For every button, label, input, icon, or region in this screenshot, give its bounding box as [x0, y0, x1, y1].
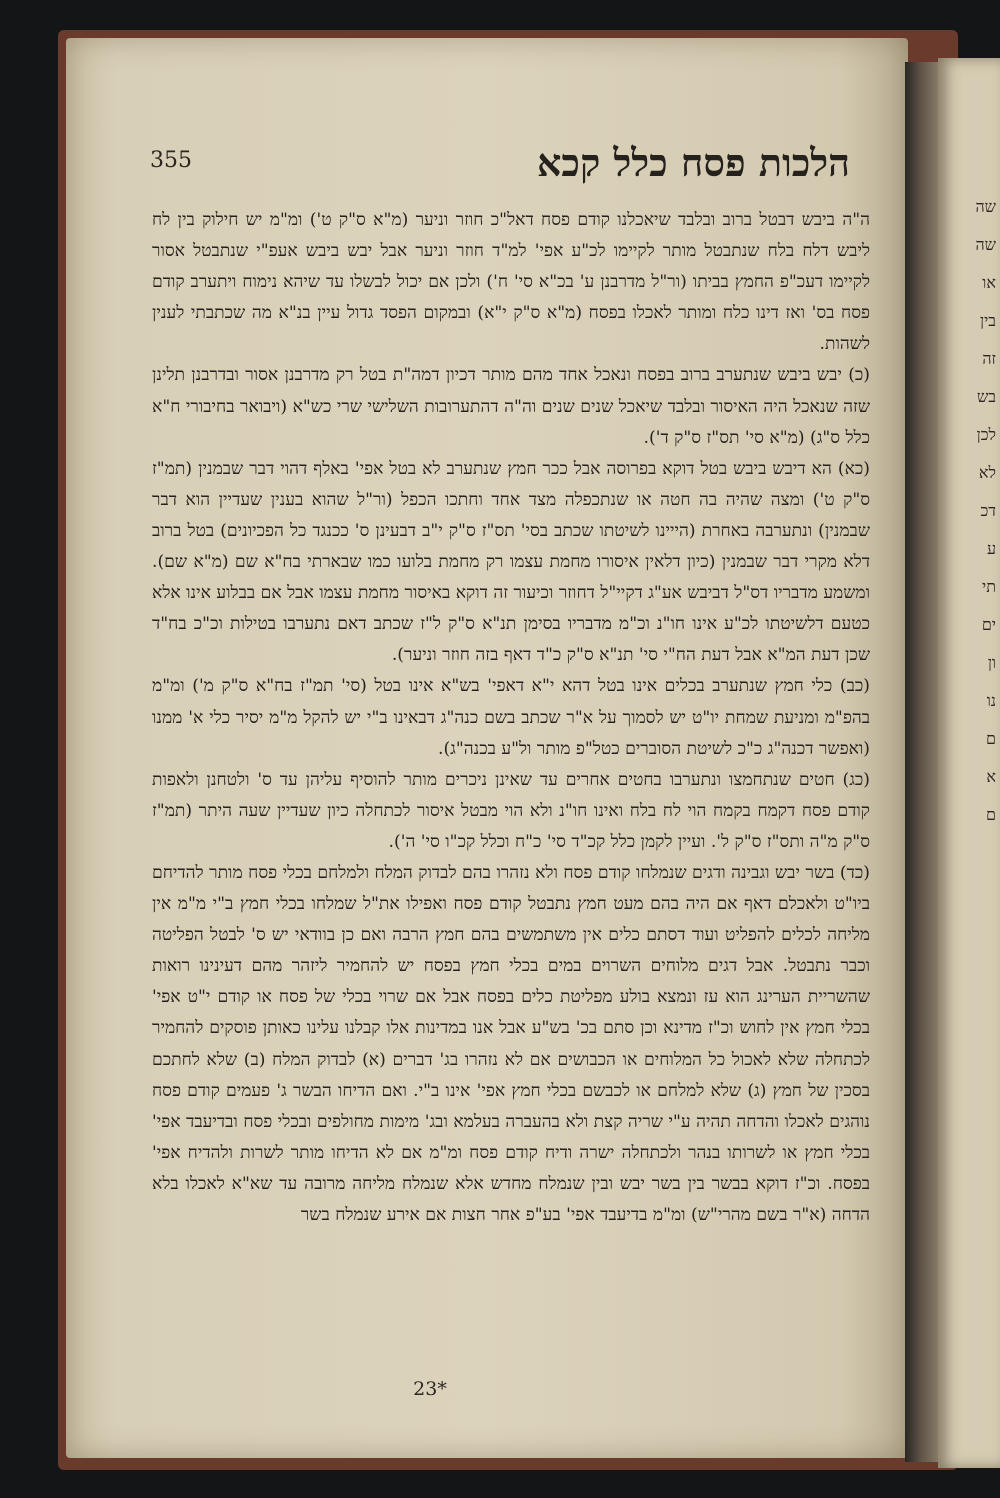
page-number: 355 [150, 148, 192, 173]
facing-page-edge [938, 58, 1000, 1468]
printer-signature: 23* [413, 1378, 447, 1400]
paragraph-kaf-gimel: (כג) חטים שנתחמצו ונתערבו בחטים אחרים עד שאינן ניכרים מותר להוסיף עליהן עד ס' ולטחנן ולאפות קודם פסח דקמח בקמח הוי לח בלח ואינו חו"נ ולא הוי מבטל איסור לכתחלה כיון שעדיין שעה היתר (תמ"ז ס"ק מ"ה ותס"ז ס"ק ל'. ועיין לקמן כלל קכ"ד סי' כ"ח וכלל קכ"ו סי' ה'). [152, 769, 870, 852]
paragraph-kaf-dalet: (כד) בשר יבש וגבינה ודגים שנמלחו קודם פסח ולא נזהרו בהם לבדוק המלח ולמלחם בכלי פסח מותר להדיחם ביו"ט ולאכלם דאף אם היה בהם מעט חמץ נתבטל קודם פסח ואפילו את"ל שמלחו בכלי חמץ ב"י מ"מ אין מליחה לכלים להפליט ועוד דסתם כלים אין משתמשים בהם חמץ הרבה ואם כן בוודאי יש ס' לבטל הפליטה וכבר נתבטל. אבל דגים מלוחים השרוים במים בכלי חמץ בפסח יש להחמיר ליזהר מהם דעינינו רואות שהשריית הערינג הוא עז ונמצא בולע מפליטת כלים בפסח אבל אם שרוי בכלי של פסח או קודם י"ט אפי' בכלי חמץ אין לחוש וכ"ז מדינא וכן סתם בכ' בש"ע אבל אנו במדינות אלו קבלנו עלינו כאותן פוסקים להחמיר לכתחלה שלא לאכול כל המלוחים או הכבושים אם לא נזהרו בג' דברים (א) לבדוק המלח (ב) שלא לחתכם בסכין של חמץ (ג) שלא למלחם או לכבשם בכלי חמץ אפי' אינו ב"י. ואם הדיחו הבשר ג' פעמים קודם פסח נוהגים לאכלו והדחה תהיה ע"י שריה קצת ולא בהעברה בעלמא ובג' מימות מחולפים ובכלי פסח ובדיעבד אפי' בכלי חמץ או לשרותו בנהר ולכתחלה ישרה ודיח קודם פסח ומ"מ אם לא הדיחו מותר לשרות ולהדיח אפי' בפסח. וכ"ז דוקא בבשר בין בשר יבש ובין שנמלח מחדש אלא שנמלח מליחה מרובה עד שא"א לאכלו בלא הדחה (א"ר בשם מהרי"ש) ומ"מ בדיעבד אפי' בע"פ אחר חצות אם אירע שנמלח בשר [152, 862, 870, 1225]
book-gutter [905, 62, 941, 1462]
paragraph-kaf: (כ) יבש ביבש שנתערב ברוב בפסח ונאכל אחד מהם מותר דכיון דמה"ת בטל רק מדרבנן אסור ובדרבנן תלינן שזה שנאכל היה האיסור ובלבד שיאכל שנים שנים וה"ה דהתערובות השלישי שרי כש"א (ויבואר בחיבורי ח"א כלל ס"ג) (מ"א סי' תס"ז ס"ק ד'). [152, 365, 870, 448]
running-title: הלכות פסח כלל קכא [537, 140, 850, 185]
paragraph-kaf-aleph: (כא) הא דיבש ביבש בטל דוקא בפרוסה אבל ככר חמץ שנתערב לא בטל אפי' באלף דהוי דבר שבמנין (תמ"ז ס"ק ט') ומצה שהיה בה חטה או שנתכפלה מצד אחד וחתכו הכפל (ור"ל שהוא בענין שעדיין הוא דבר שבמנין) ונתערבה באחרת (הייינו לשיטתו שכתב בסי' תס"ז ס"ק י"ב דבעינן ס' ככנגד כל הפכיונים) בטל ברוב דלא מקרי דבר שבמנין (כיון דלאין איסורו מחמת עצמו רק מחמת בלועו כמו שבארתי בח"א שם (מ"א שם). ומשמע מדבריו דס"ל דביבש אע"ג דקיי"ל דחוזר וכיעור זה דוקא באיסור מחמת עצמו אבל אם בבלוע אינו אלא כטעם דלשיטתו לכ"ע אינו חו"נ וכ"מ מדבריו בסימן תנ"א ס"ק ל"ז שכתב דאם נתערבו בטילות וכ"כ בח"ד שכן דעת המ"א אבל דעת הח"י סי' תנ"א ס"ק כ"ד דאף בזה חוזר וניער). [152, 458, 870, 666]
paragraph-intro: ה"ה ביבש דבטל ברוב ובלבד שיאכלנו קודם פסח דאל"כ חוזר וניער (מ"א ס"ק ט') ומ"מ יש חילוק בין לח ליבש דלח בלח שנתבטל מותר לקיימו לכ"ע אפי' למ"ד חוזר וניער אבל יבש ביבש אעפ"י שנתבטל אסור לקיימו דעכ"פ החמץ בביתו (ור"ל מדרבנן ע' בכ"א סי' ח') ולכן אם יכול לבשלו עד שיהא נימוח ויתערב קודם פסח בס' ואז דינו כלח ומותר לאכלו בפסח (מ"א ס"ק י"א) ובמקום הפסד גדול עיין בנ"א מה שכתבתי לענין לשהות. [152, 210, 870, 355]
paragraph-kaf-bet: (כב) כלי חמץ שנתערב בכלים אינו בטל דהא י"א דאפי' בש"א אינו בטל (סי' תמ"ז בח"א ס"ק מ') ומ"מ בהפ"מ ומניעת שמחת יו"ט יש לסמוך על א"ר שכתב בשם כנה"ג דבאינו ב"י יש להקל מ"מ יסיר כלי א' ממנו (ואפשר דכנה"ג כ"כ לשיטת הסוברים כטל"פ מותר ול"ע בכנה"ג). [152, 676, 870, 759]
facing-page-text: שה שה או בין זה בש לכן לא דכ ע תי ים ון נו ם א ם [975, 197, 996, 824]
main-text [152, 205, 870, 1370]
page-header [150, 140, 850, 190]
